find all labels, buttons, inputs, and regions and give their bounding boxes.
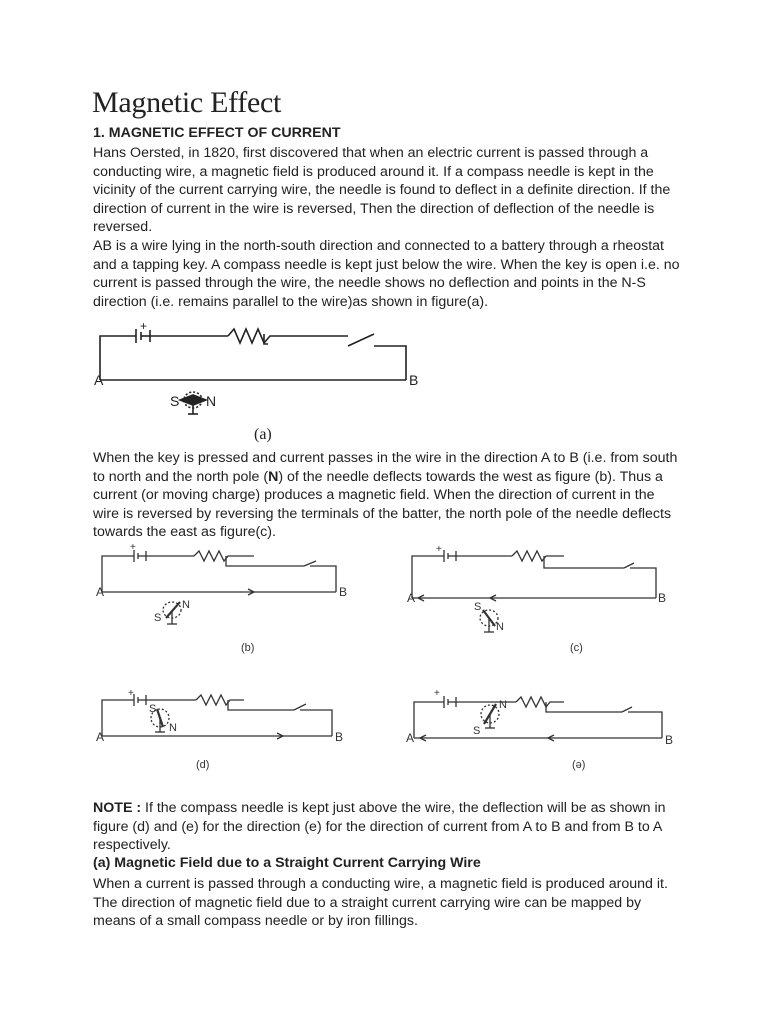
figure-a-north-label: N bbox=[206, 393, 217, 409]
figure-a bbox=[88, 316, 428, 446]
note-label: NOTE : bbox=[93, 800, 142, 816]
paragraph-key-pressed-part1: When the key is pressed and current passes in the wire in the direction A to B (i.e. from south to north and the north pole ( bbox=[93, 450, 678, 485]
section-heading-straight-wire: (a) Magnetic Field due to a Straight Current Carrying Wire bbox=[93, 855, 481, 871]
section-heading-magnetic-effect: 1. MAGNETIC EFFECT OF CURRENT bbox=[93, 125, 341, 141]
figure-c-end-a: A bbox=[407, 591, 416, 605]
note-text: If the compass needle is kept just above the wire, the deflection will be as shown in figure (d) and (e) for the direction (e) for the direction of current from A to B and from B to A respectively. bbox=[93, 800, 666, 854]
paragraph-wire-ab: AB is a wire lying in the north-south direction and connected to a battery through a rheostat and a tapping key. A compass needle is kept just below the wire. When the key is open i.e. no current is passed through the wire, the needle shows no deflection and points in the N-S direction (i.e. remains parallel to the wire)as shown in figure(a). bbox=[93, 238, 680, 310]
figure-d bbox=[94, 688, 364, 774]
figure-d-north-label: N bbox=[169, 722, 177, 734]
figure-e-end-b: B bbox=[665, 733, 674, 747]
figure-c-plus-label: + bbox=[436, 544, 442, 555]
figure-e bbox=[404, 688, 684, 774]
figure-a-caption: (a) bbox=[254, 426, 272, 443]
figure-d-end-b: B bbox=[335, 730, 344, 744]
figure-a-south-label: S bbox=[170, 393, 180, 409]
figure-d-plus-label: + bbox=[128, 688, 134, 699]
figure-c bbox=[404, 544, 674, 660]
figure-b-north-label: N bbox=[182, 599, 190, 611]
paragraph-straight-wire: When a current is passed through a conducting wire, a magnetic field is produced around it. The direction of magnetic field due to a straight current carrying wire can be mapped by means of a small compass needle or by iron fillings. bbox=[93, 876, 668, 930]
figure-e-caption: (ə) bbox=[572, 759, 586, 771]
page-title: Magnetic Effect bbox=[92, 86, 282, 119]
figure-e-plus-label: + bbox=[434, 688, 440, 699]
figure-c-caption: (c) bbox=[570, 642, 583, 654]
paragraph-note bbox=[93, 799, 683, 855]
figure-b-caption: (b) bbox=[241, 642, 255, 654]
paragraph-oersted: Hans Oersted, in 1820, first discovered that when an electric current is passed through a conducting wire, a magnetic field is produced around it. If a compass needle is kept in the vicinity of the current carrying wire, the needle is found to deflect in a definite direction. If the direction of current in the wire is reversed, Then the direction of deflection of the needle is reversed. bbox=[93, 145, 671, 236]
figure-e-south-label: S bbox=[473, 725, 481, 737]
figure-c-north-label: N bbox=[496, 621, 504, 633]
figure-b-end-a: A bbox=[96, 585, 105, 599]
figure-d-end-a: A bbox=[96, 730, 105, 744]
north-pole-bold: N bbox=[268, 468, 279, 485]
figure-b-plus-label: + bbox=[130, 544, 136, 553]
paragraph-key-pressed-part2: ) of the needle deflects towards the west as figure (b). Thus a current (or moving charge) produces a magnetic field. When the direction of current in the wire is reversed by reversing the terminals of the batter, the north pole of the needle deflects towards the east as figure(c). bbox=[93, 468, 672, 541]
figure-e-end-a: A bbox=[406, 731, 415, 745]
figure-b bbox=[94, 544, 364, 660]
paragraph-key-pressed bbox=[93, 449, 683, 542]
figure-a-plus-label: + bbox=[140, 319, 148, 333]
figure-c-end-b: B bbox=[658, 591, 667, 605]
figure-d-caption: (d) bbox=[196, 759, 210, 771]
figure-c-south-label: S bbox=[474, 601, 482, 613]
figure-d-south-label: S bbox=[149, 703, 157, 715]
figure-b-south-label: S bbox=[154, 612, 162, 624]
figure-a-end-b: B bbox=[409, 372, 419, 388]
figure-a-end-a: A bbox=[94, 372, 104, 388]
figure-b-end-b: B bbox=[339, 585, 348, 599]
figure-e-north-label: N bbox=[499, 699, 507, 711]
